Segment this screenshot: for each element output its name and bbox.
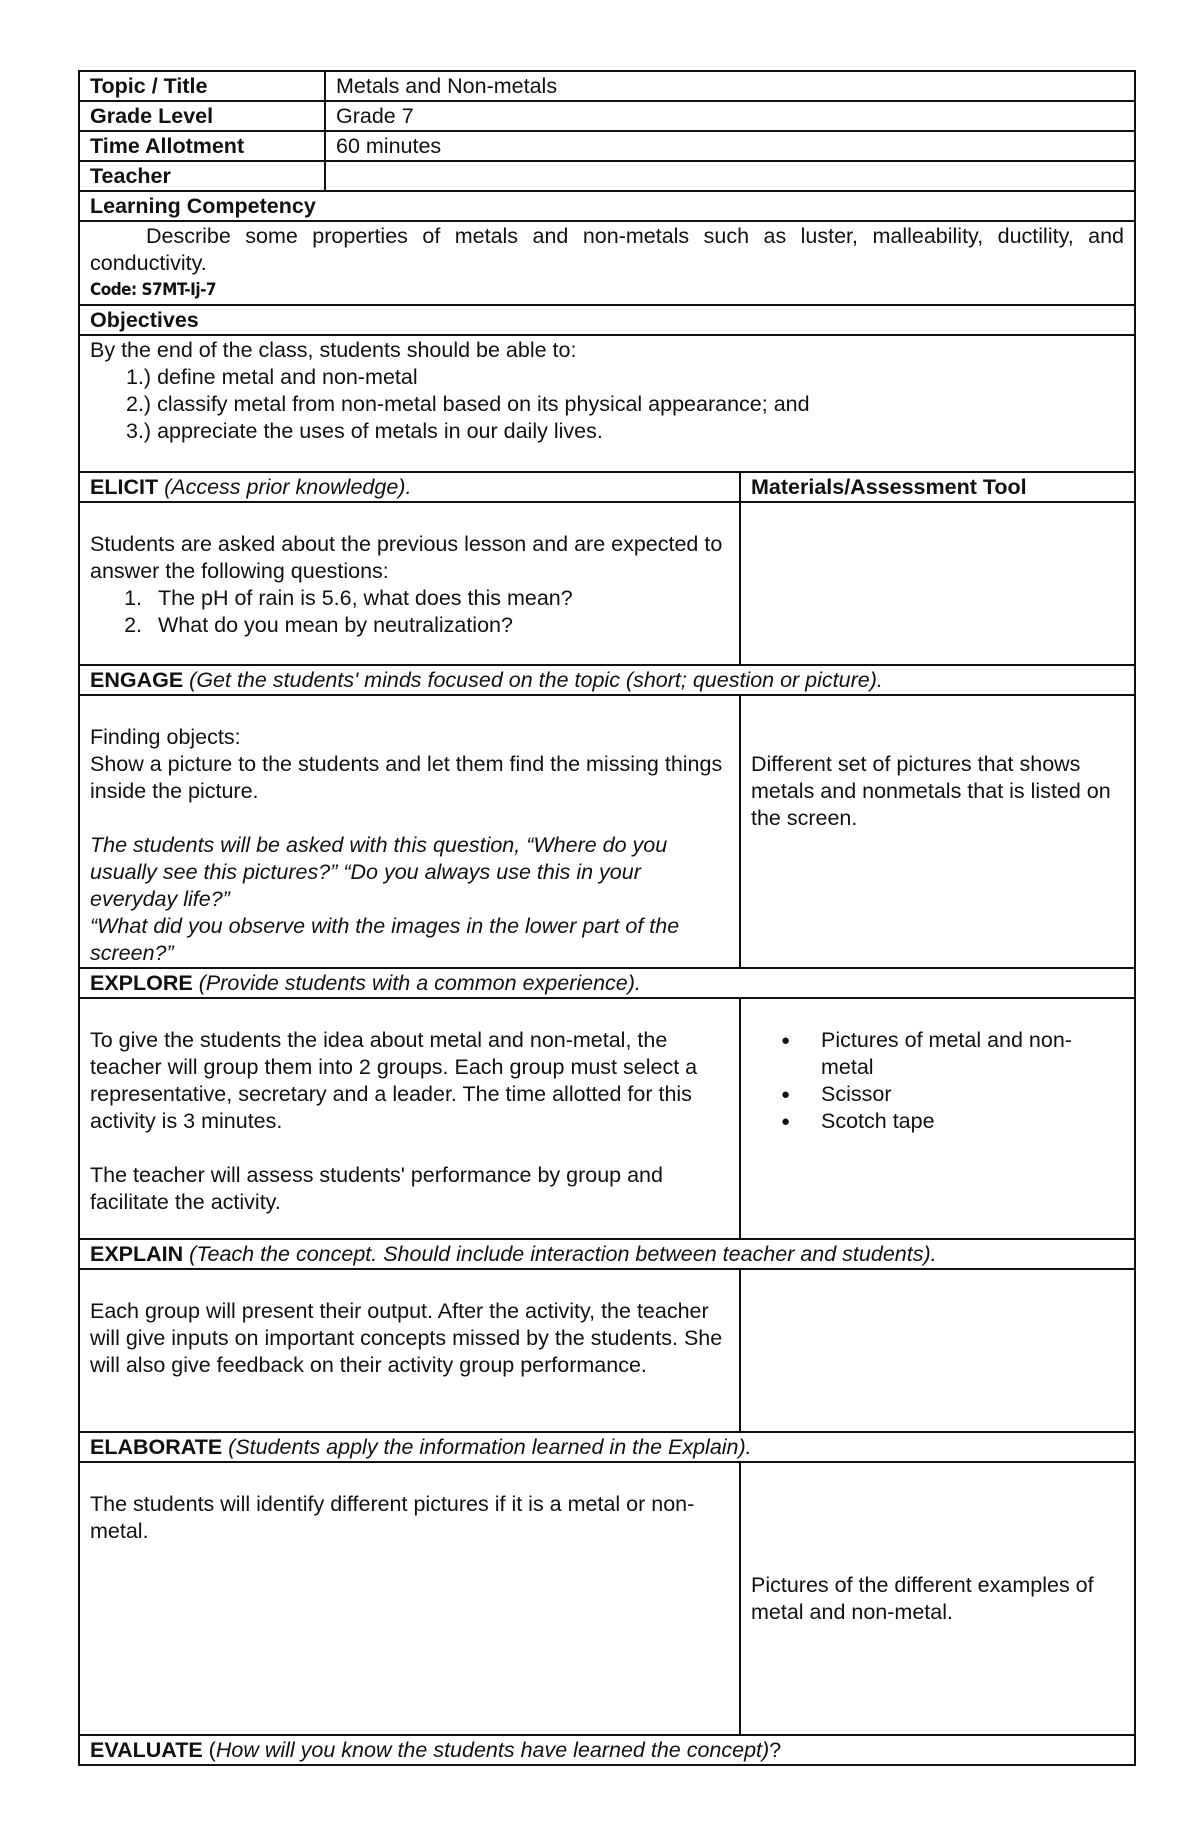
evaluate-header-row [79, 1735, 1135, 1765]
evaluate-title: EVALUATE [90, 1738, 203, 1762]
grade-label: Grade Level [79, 101, 325, 131]
competency-label: Learning Competency [79, 191, 1135, 221]
elicit-body-row [79, 502, 1135, 665]
explain-text: Each group will present their output. After the activity, the teacher will give inputs on important concepts missed by the students. She will also give feedback on their activity group performance. [90, 1299, 723, 1377]
engage-subtitle: (Get the students' minds focused on the topic (short; question or picture). [189, 668, 883, 692]
explore-body [79, 998, 740, 1239]
engage-question1: The students will be asked with this question, “Where do you usually see this pictures?” “Do you always use this in your everyday life?” [90, 833, 668, 911]
explain-title: EXPLAIN [90, 1242, 184, 1266]
explore-materials-list [751, 1027, 1124, 1135]
explore-header [79, 968, 1135, 998]
objective-item: 1.) define metal and non-metal [126, 365, 418, 389]
elaborate-materials: Pictures of the different examples of metal and non-metal. [751, 1573, 1094, 1624]
elicit-title: ELICIT [90, 475, 159, 499]
time-label: Time Allotment [79, 131, 325, 161]
elaborate-materials-cell [740, 1462, 1135, 1735]
explain-materials [740, 1269, 1135, 1432]
grade-row [79, 101, 1135, 131]
elicit-header-row [79, 472, 1135, 502]
time-value: 60 minutes [325, 131, 1135, 161]
explain-body-row [79, 1269, 1135, 1432]
elicit-questions [90, 585, 729, 639]
elaborate-header [79, 1432, 1135, 1462]
objective-item: 2.) classify metal from non-metal based on its physical appearance; and [126, 392, 810, 416]
engage-question2: “What did you observe with the images in the lower part of the screen?” [90, 914, 680, 965]
engage-materials-cell [740, 695, 1135, 968]
grade-value: Grade 7 [325, 101, 1135, 131]
explore-header-row [79, 968, 1135, 998]
competency-code: Code: S7MT-Ij-7 [90, 280, 217, 300]
explore-materials-cell [740, 998, 1135, 1239]
engage-body-row [79, 695, 1135, 968]
elicit-question: 1. The pH of rain is 5.6, what does this mean? [148, 585, 729, 612]
topic-label: Topic / Title [79, 71, 325, 101]
elaborate-subtitle: (Students apply the information learned in the Explain). [228, 1435, 752, 1459]
teacher-value [325, 161, 1135, 191]
elicit-question: 2. What do you mean by neutralization? [148, 612, 729, 639]
engage-materials: Different set of pictures that shows metals and nonmetals that is listed on the screen. [751, 752, 1111, 830]
evaluate-subtitle: How will you know the students have learned the concept) [215, 1738, 770, 1762]
material-item: ● Scissor [811, 1081, 1124, 1108]
objective-item: 3.) appreciate the uses of metals in our daily lives. [126, 419, 603, 443]
elaborate-body-row [79, 1462, 1135, 1735]
engage-body [79, 695, 740, 968]
objectives-body-row [79, 335, 1135, 472]
elaborate-body [79, 1462, 740, 1735]
time-row [79, 131, 1135, 161]
teacher-row [79, 161, 1135, 191]
elaborate-text: The students will identify different pictures if it is a metal or non-metal. [90, 1492, 695, 1543]
engage-title: ENGAGE [90, 668, 184, 692]
objectives-header-row [79, 305, 1135, 335]
explain-header [79, 1239, 1135, 1269]
engage-line1: Finding objects: [90, 725, 241, 749]
explore-para1: To give the students the idea about metal and non-metal, the teacher will group them into 2 groups. Each group must select a representative, secretary and a leader. The time allotted for this activity is 3 minutes. [90, 1028, 698, 1133]
evaluate-close: ? [769, 1738, 782, 1762]
explore-body-row [79, 998, 1135, 1239]
evaluate-header [79, 1735, 1135, 1765]
competency-body-row [79, 221, 1135, 305]
elicit-text: Students are asked about the previous lesson and are expected to answer the following questions: [90, 532, 723, 583]
explain-body [79, 1269, 740, 1432]
explain-subtitle: (Teach the concept. Should include interaction between teacher and students). [189, 1242, 937, 1266]
teacher-label: Teacher [79, 161, 325, 191]
explore-title: EXPLORE [90, 971, 193, 995]
explain-header-row [79, 1239, 1135, 1269]
engage-line2: Show a picture to the students and let them find the missing things inside the picture. [90, 752, 723, 803]
topic-value: Metals and Non-metals [325, 71, 1135, 101]
elaborate-header-row [79, 1432, 1135, 1462]
explore-subtitle: (Provide students with a common experience). [198, 971, 641, 995]
explore-para2: The teacher will assess students' performance by group and facilitate the activity. [90, 1163, 663, 1214]
engage-header-row [79, 665, 1135, 695]
engage-header [79, 665, 1135, 695]
objectives-label: Objectives [79, 305, 1135, 335]
material-item: ● Scotch tape [811, 1108, 1124, 1135]
objectives-body [79, 335, 1135, 472]
objectives-intro: By the end of the class, students should be able to: [90, 338, 577, 362]
elicit-body [79, 502, 740, 665]
lesson-plan-table [78, 70, 1136, 1766]
competency-body [79, 221, 1135, 305]
topic-row [79, 71, 1135, 101]
competency-text: Describe some properties of metals and non-metals such as luster, malleability, ductility, and conductivity. [90, 224, 1125, 275]
elicit-header [79, 472, 740, 502]
materials-header: Materials/Assessment Tool [740, 472, 1135, 502]
elaborate-title: ELABORATE [90, 1435, 223, 1459]
objectives-list [90, 364, 1124, 445]
elicit-subtitle: (Access prior knowledge). [164, 475, 412, 499]
material-item: ● Pictures of metal and non-metal [811, 1027, 1124, 1081]
elicit-materials [740, 502, 1135, 665]
competency-header-row [79, 191, 1135, 221]
evaluate-open: ( [208, 1738, 216, 1762]
